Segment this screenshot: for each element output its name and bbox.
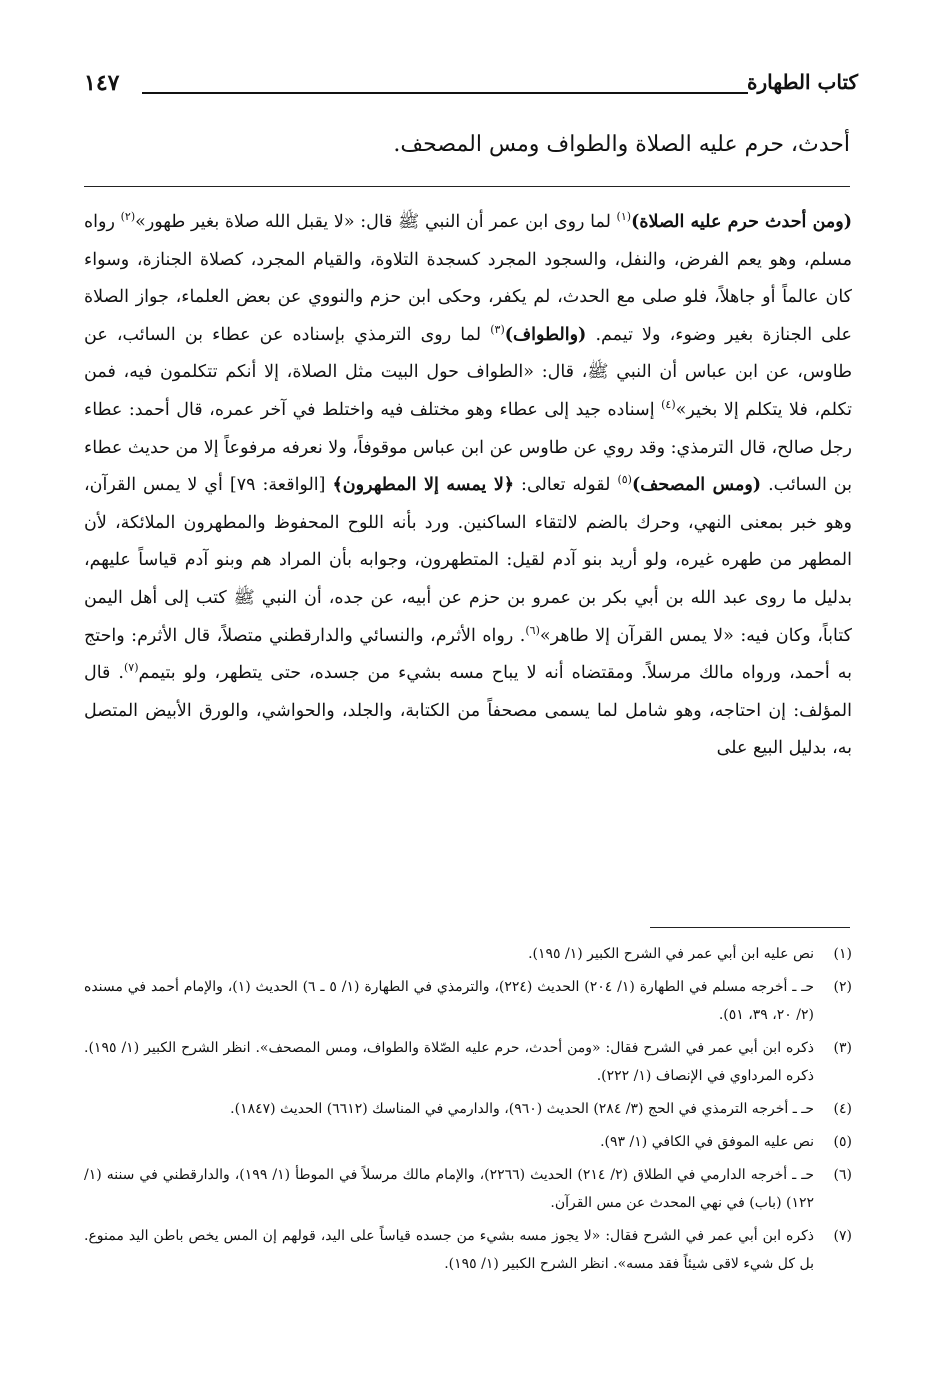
footnote-ref-4: (٤) <box>661 398 676 412</box>
footnote-text: ذكره ابن أبي عمر في الشرح فقال: «ومن أحدث، حرم عليه الصّلاة والطواف، ومس المصحف». انظر الشرح الكبير (١/ ١٩٥). ذكره المرداوي في الإنصاف (١/ ٢٢٢). <box>84 1040 814 1084</box>
commentary-segment: إسناده جيد إلى عطاء وهو مختلف فيه واختلط في آخر عمره، قال أحمد: عطاء رجل صالح، قال الترمذي: وقد روي عن طاوس عن ابن عباس موقوفاً، ولا نعرفه مرفوعاً إلا من حديث عطاء بن السائب. <box>84 399 853 496</box>
footnote-item <box>84 940 852 968</box>
footnote-divider <box>650 927 850 928</box>
footnote-text: حـ ـ أخرجه مسلم في الطهارة (١/ ٢٠٤) الحديث (٢٢٤)، والترمذي في الطهارة (١/ ٥ ـ ٦) الحديث (١)، والإمام أحمد في مسنده (٢/ ٢٠، ٣٩، ٥١). <box>84 979 815 1023</box>
tawaf-heading: (والطواف) <box>504 324 587 345</box>
footnote-number: (٣) <box>833 1040 852 1056</box>
commentary-segment: لقوله تعالى: <box>514 475 618 496</box>
footnote-text: نص عليه الموفق في الكافي (١/ ٩٣). <box>600 1134 814 1150</box>
footnote-item <box>84 973 852 1029</box>
footnote-ref-1: (١) <box>616 210 632 224</box>
footnote-ref-5: (٥) <box>617 473 632 487</box>
footnote-number: (٧) <box>833 1228 852 1244</box>
footnote-ref-3: (٣) <box>490 322 505 336</box>
running-title: كتاب الطهارة <box>747 70 858 94</box>
lead-heading: (ومن أحدث حرم عليه الصلاة) <box>631 212 853 232</box>
footnote-number: (٢) <box>833 979 852 995</box>
footnote-ref-2: (٢) <box>120 210 136 224</box>
commentary-segment: [الواقعة: ٧٩] أي لا يمس القرآن، وهو خبر بمعنى النهي، وحرك بالضم لالتقاء الساكنين. ورد بأنه اللوح المحفوظ والمطهرون الملائكة، لأن المطهر من طهره غيره، ولو أريد بنو آدم لقيل: المتطهرون، وجوابه بأن المراد هم وبنو آدم قياساً عليهم، بدليل ما روى عبد الله بن أبي بكر بن عمرو بن حزم عن أبيه، عن جده، أن النبي ﷺ كتب إلى أهل اليمن كتاباً، وكان فيه: «لا يمس القرآن إلا طاهر» <box>84 475 852 646</box>
footnote-text: حـ ـ أخرجه الترمذي في الحج (٣/ ٢٨٤) الحديث (٩٦٠)، والدارمي في المناسك (٦٦١٢) الحديث (١٨٤٧). <box>230 1101 814 1117</box>
footnote-item <box>84 1161 852 1217</box>
quran-verse: ﴿لا يمسه إلا المطهرون﴾ <box>332 475 515 496</box>
footnote-ref-6: (٦) <box>525 623 540 637</box>
footnote-item <box>84 1034 852 1090</box>
footnote-ref-7: (٧) <box>123 661 139 675</box>
footnote-item <box>84 1095 852 1123</box>
footnote-number: (٤) <box>833 1101 852 1117</box>
footnote-number: (٦) <box>833 1167 852 1183</box>
footnote-number: (٥) <box>833 1134 852 1150</box>
footnote-text: ذكره ابن أبي عمر في الشرح فقال: «لا يجوز مسه بشيء من جسده قياساً على اليد، قولهم إن المس يخص باطن اليد ممنوع. بل كل شيء لاقى شيئاً فقد مسه». انظر الشرح الكبير (١/ ١٩٥). <box>84 1228 814 1272</box>
header-rule <box>142 92 748 94</box>
mushaf-heading: (ومس المصحف) <box>631 475 762 496</box>
matn-divider <box>84 186 850 187</box>
matn-text: أحدث، حرم عليه الصلاة والطواف ومس المصحف. <box>393 132 850 157</box>
footnote-text: حـ ـ أخرجه الدارمي في الطلاق (٢/ ٢١٤) الحديث (٢٢٦٦)، والإمام مالك مرسلاً في الموطأ (١/ ١٩٩)، والدارقطني في سننه (١/ ١٢٢) (باب) في نهي المحدث عن مس القرآن. <box>84 1167 814 1211</box>
footnote-text: نص عليه ابن أبي عمر في الشرح الكبير (١/ ١٩٥). <box>528 946 814 962</box>
page-number: ١٤٧ <box>84 70 120 96</box>
commentary-segment: لما روى الترمذي بإسناده عن عطاء بن السائب، عن طاوس، عن ابن عباس أن النبي ﷺ، قال: «الطواف حول البيت مثل الصلاة، إلا أنكم تتكلمون فيه، فمن تكلم، فلا يتكلم إلا بخير» <box>84 324 852 420</box>
page-header <box>84 68 858 102</box>
commentary-segment: . قال المؤلف: إن احتاجه، وهو شامل لما يسمى مصحفاً من الكتابة، والجلد، والحواشي، والورق الأبيض المتصل به، بدليل البيع على <box>84 663 852 759</box>
footnotes <box>84 940 852 1283</box>
footnote-item <box>84 1222 852 1278</box>
commentary-segment: رواه مسلم، وهو يعم الفرض، والنفل، والسجود المجرد كسجدة التلاوة، والقيام المجرد، كصلاة الجنازة، وسواء كان عالماً أو جاهلاً، فلو صلى مع الحدث، لم يكفر، وحكى ابن حزم والنووي عن بعض العلماء، جواز الصلاة على الجنازة بغير وضوء، ولا تيمم. <box>84 212 852 345</box>
footnote-item <box>84 1128 852 1156</box>
commentary-segment: لما روى ابن عمر أن النبي ﷺ قال: «لا يقبل الله صلاة بغير طهور» <box>135 212 617 232</box>
commentary <box>84 204 852 768</box>
footnote-number: (١) <box>833 946 852 962</box>
commentary-segment: . رواه الأثرم، والنسائي والدارقطني متصلاً، قال الأثرم: واحتج به أحمد، ورواه مالك مرسلاً. ومقتضاه أنه لا يباح مسه بشيء من جسده، حتى يتطهر، ولو بتيمم <box>84 625 852 684</box>
